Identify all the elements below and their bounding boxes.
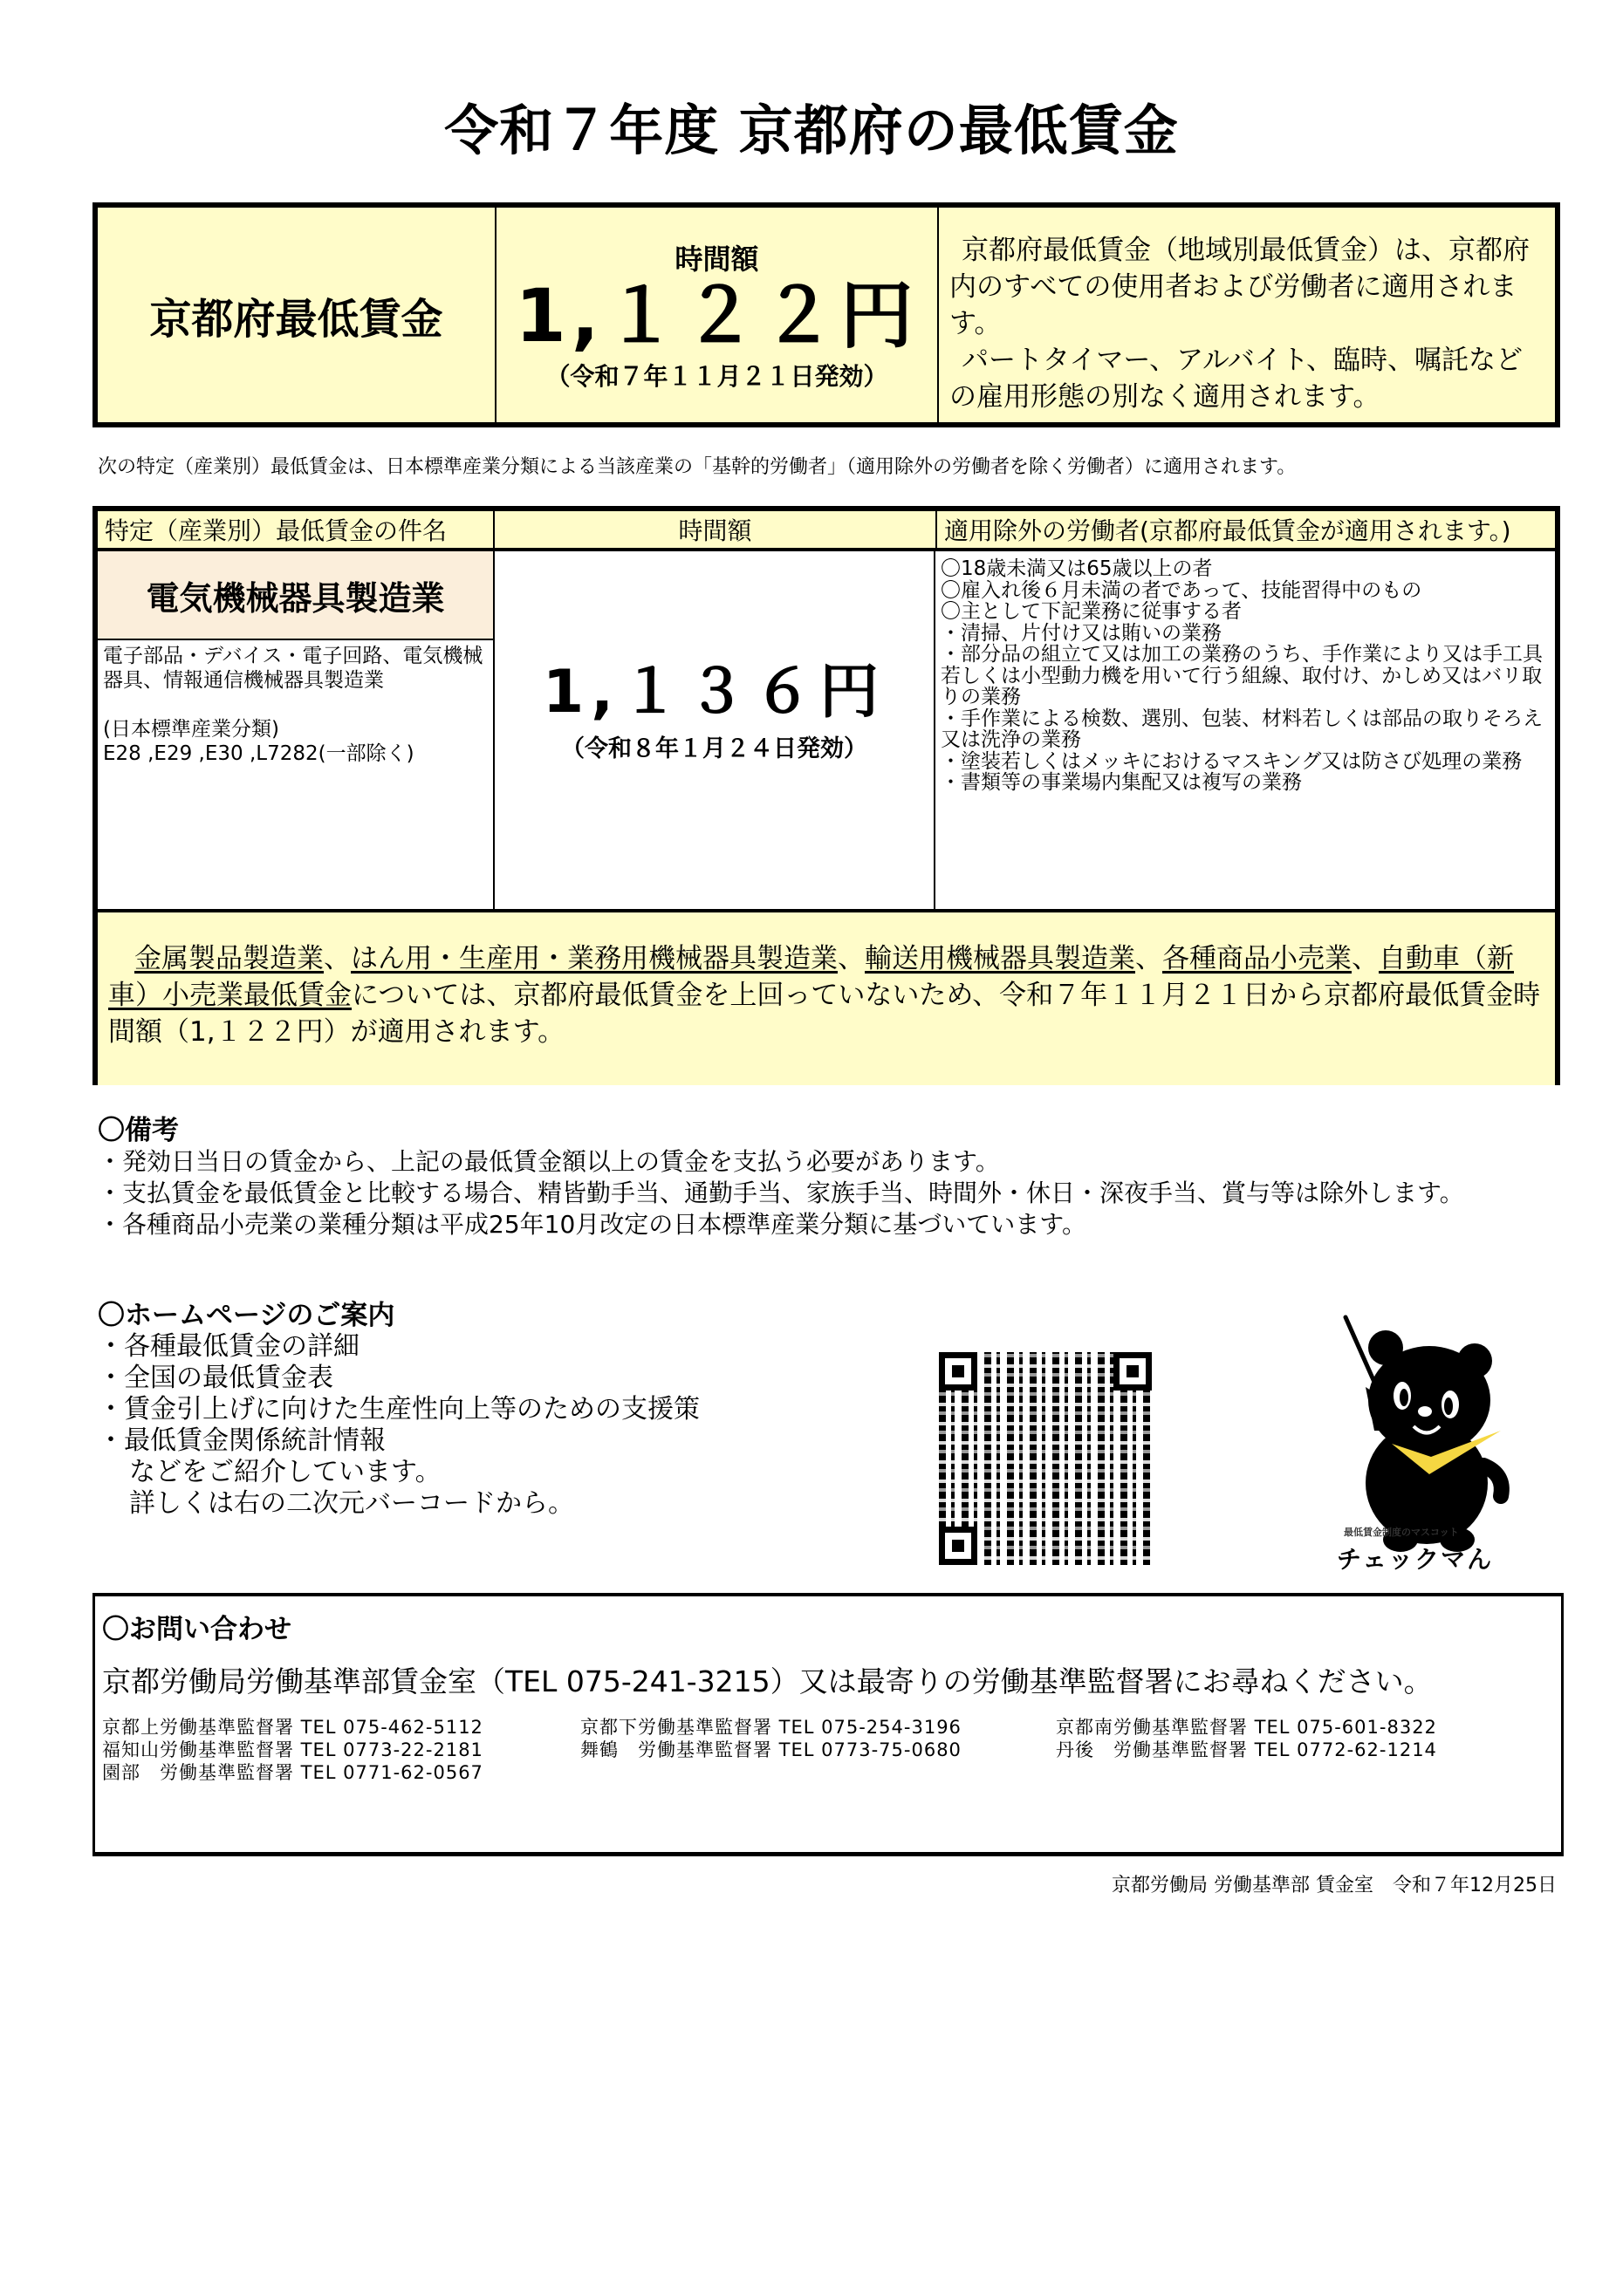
separator: 、 — [324, 943, 351, 974]
exclusions-list — [935, 551, 1555, 909]
office-item: 京都南労働基準監督署 TEL 075-601-8322 — [1056, 1717, 1437, 1738]
industry-link: 金属製品製造業 — [134, 943, 324, 974]
exclusion-item: 〇雇入れ後６月未満の者であって、技能習得中のもの — [941, 578, 1422, 602]
specific-wage-amount-cell — [495, 551, 935, 909]
footer-suffix: については、京都府最低賃金を上回っていないため、令和７年１１月２１日から京都府最低賃金時間額（1,１２２円）が適用されます。 — [108, 980, 1541, 1048]
industry-link: 自動車（新車）小売業最低賃金 — [108, 943, 1514, 1011]
regional-description — [939, 208, 1555, 422]
specific-wage-note: 次の特定（産業別）最低賃金は、日本標準産業分類による当該産業の「基幹的労働者」（適用除外の労働者を除く労働者）に適用されます。 — [98, 456, 1297, 478]
separator: 、 — [1135, 943, 1162, 974]
contact-heading: 〇お問い合わせ — [102, 1614, 291, 1645]
table-header-row — [98, 511, 1555, 551]
homepage-section — [98, 1300, 866, 1520]
regional-wage-amount: 1,１２２円 — [515, 273, 919, 359]
regional-description-line: 京都府最低賃金（地域別最低賃金）は、京都府内のすべての使用者および労働者に適用されます。 — [949, 235, 1530, 339]
regional-wage-amount-cell — [496, 208, 939, 422]
remark-item: ・各種商品小売業の業種分類は平成25年10月改定の日本標準産業分類に基づいています。 — [98, 1210, 1087, 1239]
header-exclusions: 適用除外の労働者(京都府最低賃金が適用されます。) — [944, 516, 1511, 545]
exclusion-item: ・書類等の事業場内集配又は複写の業務 — [941, 771, 1302, 794]
homepage-closing: 詳しくは右の二次元バーコードから。 — [129, 1488, 574, 1519]
homepage-item: ・各種最低賃金の詳細 — [98, 1331, 360, 1362]
specific-effective-date: （令和８年１月２４日発効） — [561, 735, 867, 762]
qr-code[interactable] — [939, 1352, 1152, 1565]
homepage-item: ・全国の最低賃金表 — [98, 1363, 333, 1393]
page-title: 令和７年度 京都府の最低賃金 — [444, 99, 1179, 162]
table-row — [98, 551, 1555, 912]
contact-main: 京都労働局労働基準部賃金室（TEL 075-241-3215）又は最寄りの労働基準監督署にお尋ねください。 — [102, 1664, 1433, 1698]
industry-link: 各種商品小売業 — [1162, 943, 1352, 974]
classification-codes: E28 ,E29 ,E30 ,L7282(一部除く) — [103, 742, 414, 765]
exclusion-item: ・部分品の組立て又は加工の業務のうち、手作業により又は手工具若しくは小型動力機を用いて行う組線、取付け、かしめ又はバリ取りの業務 — [941, 643, 1543, 708]
office-item: 丹後 労働基準監督署 TEL 0772-62-1214 — [1056, 1739, 1437, 1760]
specific-wage-table — [92, 506, 1560, 1085]
non-applicable-industries-note — [98, 912, 1555, 1085]
industry-name: 電気機械器具製造業 — [98, 551, 493, 640]
industry-description — [98, 640, 493, 769]
office-item: 舞鶴 労働基準監督署 TEL 0773-75-0680 — [580, 1739, 962, 1760]
office-item: 園部 労働基準監督署 TEL 0771-62-0567 — [102, 1762, 483, 1783]
regional-wage-name: 京都府最低賃金 — [98, 208, 496, 422]
classification-label: (日本標準産業分類) — [103, 718, 279, 741]
hourly-label: 時間額 — [675, 243, 759, 276]
remark-item: ・発効日当日の賃金から、上記の最低賃金額以上の賃金を支払う必要があります。 — [98, 1147, 1000, 1176]
homepage-item: ・最低賃金関係統計情報 — [98, 1425, 386, 1456]
homepage-item: ・賃金引上げに向けた生産性向上等のための支援策 — [98, 1394, 700, 1425]
office-item: 京都下労働基準監督署 TEL 075-254-3196 — [580, 1717, 962, 1738]
regional-description-line: パートタイマー、アルバイト、臨時、嘱託などの雇用形態の別なく適用されます。 — [949, 345, 1523, 413]
exclusion-item: ・塗装若しくはメッキにおけるマスキング又は防さび処理の業務 — [941, 749, 1523, 773]
separator: 、 — [838, 943, 865, 974]
industry-description-text: 電子部品・デバイス・電子回路、電気機械器具、情報通信機械器具製造業 — [103, 645, 483, 692]
specific-wage-amount: 1,１３６円 — [542, 657, 887, 727]
office-item: 京都上労働基準監督署 TEL 075-462-5112 — [102, 1717, 483, 1738]
remark-item: ・支払賃金を最低賃金と比較する場合、精皆勤手当、通勤手当、家族手当、時間外・休日・深夜手当、賞与等は除外します。 — [98, 1179, 1464, 1207]
regional-effective-date: （令和７年１１月２１日発効） — [545, 362, 888, 391]
industry-cell — [98, 551, 495, 909]
exclusion-item: ・清掃、片付け又は賄いの業務 — [941, 621, 1222, 645]
contact-section — [92, 1593, 1564, 1856]
mascot-bear-icon — [1326, 1300, 1536, 1561]
remarks-heading: 〇備考 — [98, 1115, 179, 1146]
mascot-caption: 最低賃金制度のマスコット — [1344, 1527, 1459, 1538]
industry-link: 輸送用機械器具製造業 — [865, 943, 1135, 974]
mascot-name: チェックマん — [1337, 1545, 1494, 1574]
regional-wage-table — [92, 202, 1560, 427]
homepage-closing: などをご紹介しています。 — [129, 1457, 442, 1487]
remarks-section — [98, 1115, 1564, 1240]
exclusion-item: ・手作業による検数、選別、包装、材料若しくは部品の取りそろえ又は洗浄の業務 — [941, 707, 1543, 751]
exclusion-item: 〇主として下記業務に従事する者 — [941, 600, 1242, 623]
exclusion-item: 〇18歳未満又は65歳以上の者 — [941, 557, 1213, 580]
office-list — [102, 1716, 1554, 1784]
separator: 、 — [1352, 943, 1379, 974]
industry-link: はん用・生産用・業務用機械器具製造業 — [351, 943, 838, 974]
homepage-heading: 〇ホームページのご案内 — [98, 1300, 395, 1331]
header-hourly: 時間額 — [495, 511, 937, 548]
footer-issuer: 京都労働局 労働基準部 賃金室 令和７年12月25日 — [1112, 1875, 1557, 1896]
header-industry: 特定（産業別）最低賃金の件名 — [98, 511, 495, 548]
office-item: 福知山労働基準監督署 TEL 0773-22-2181 — [102, 1739, 483, 1760]
